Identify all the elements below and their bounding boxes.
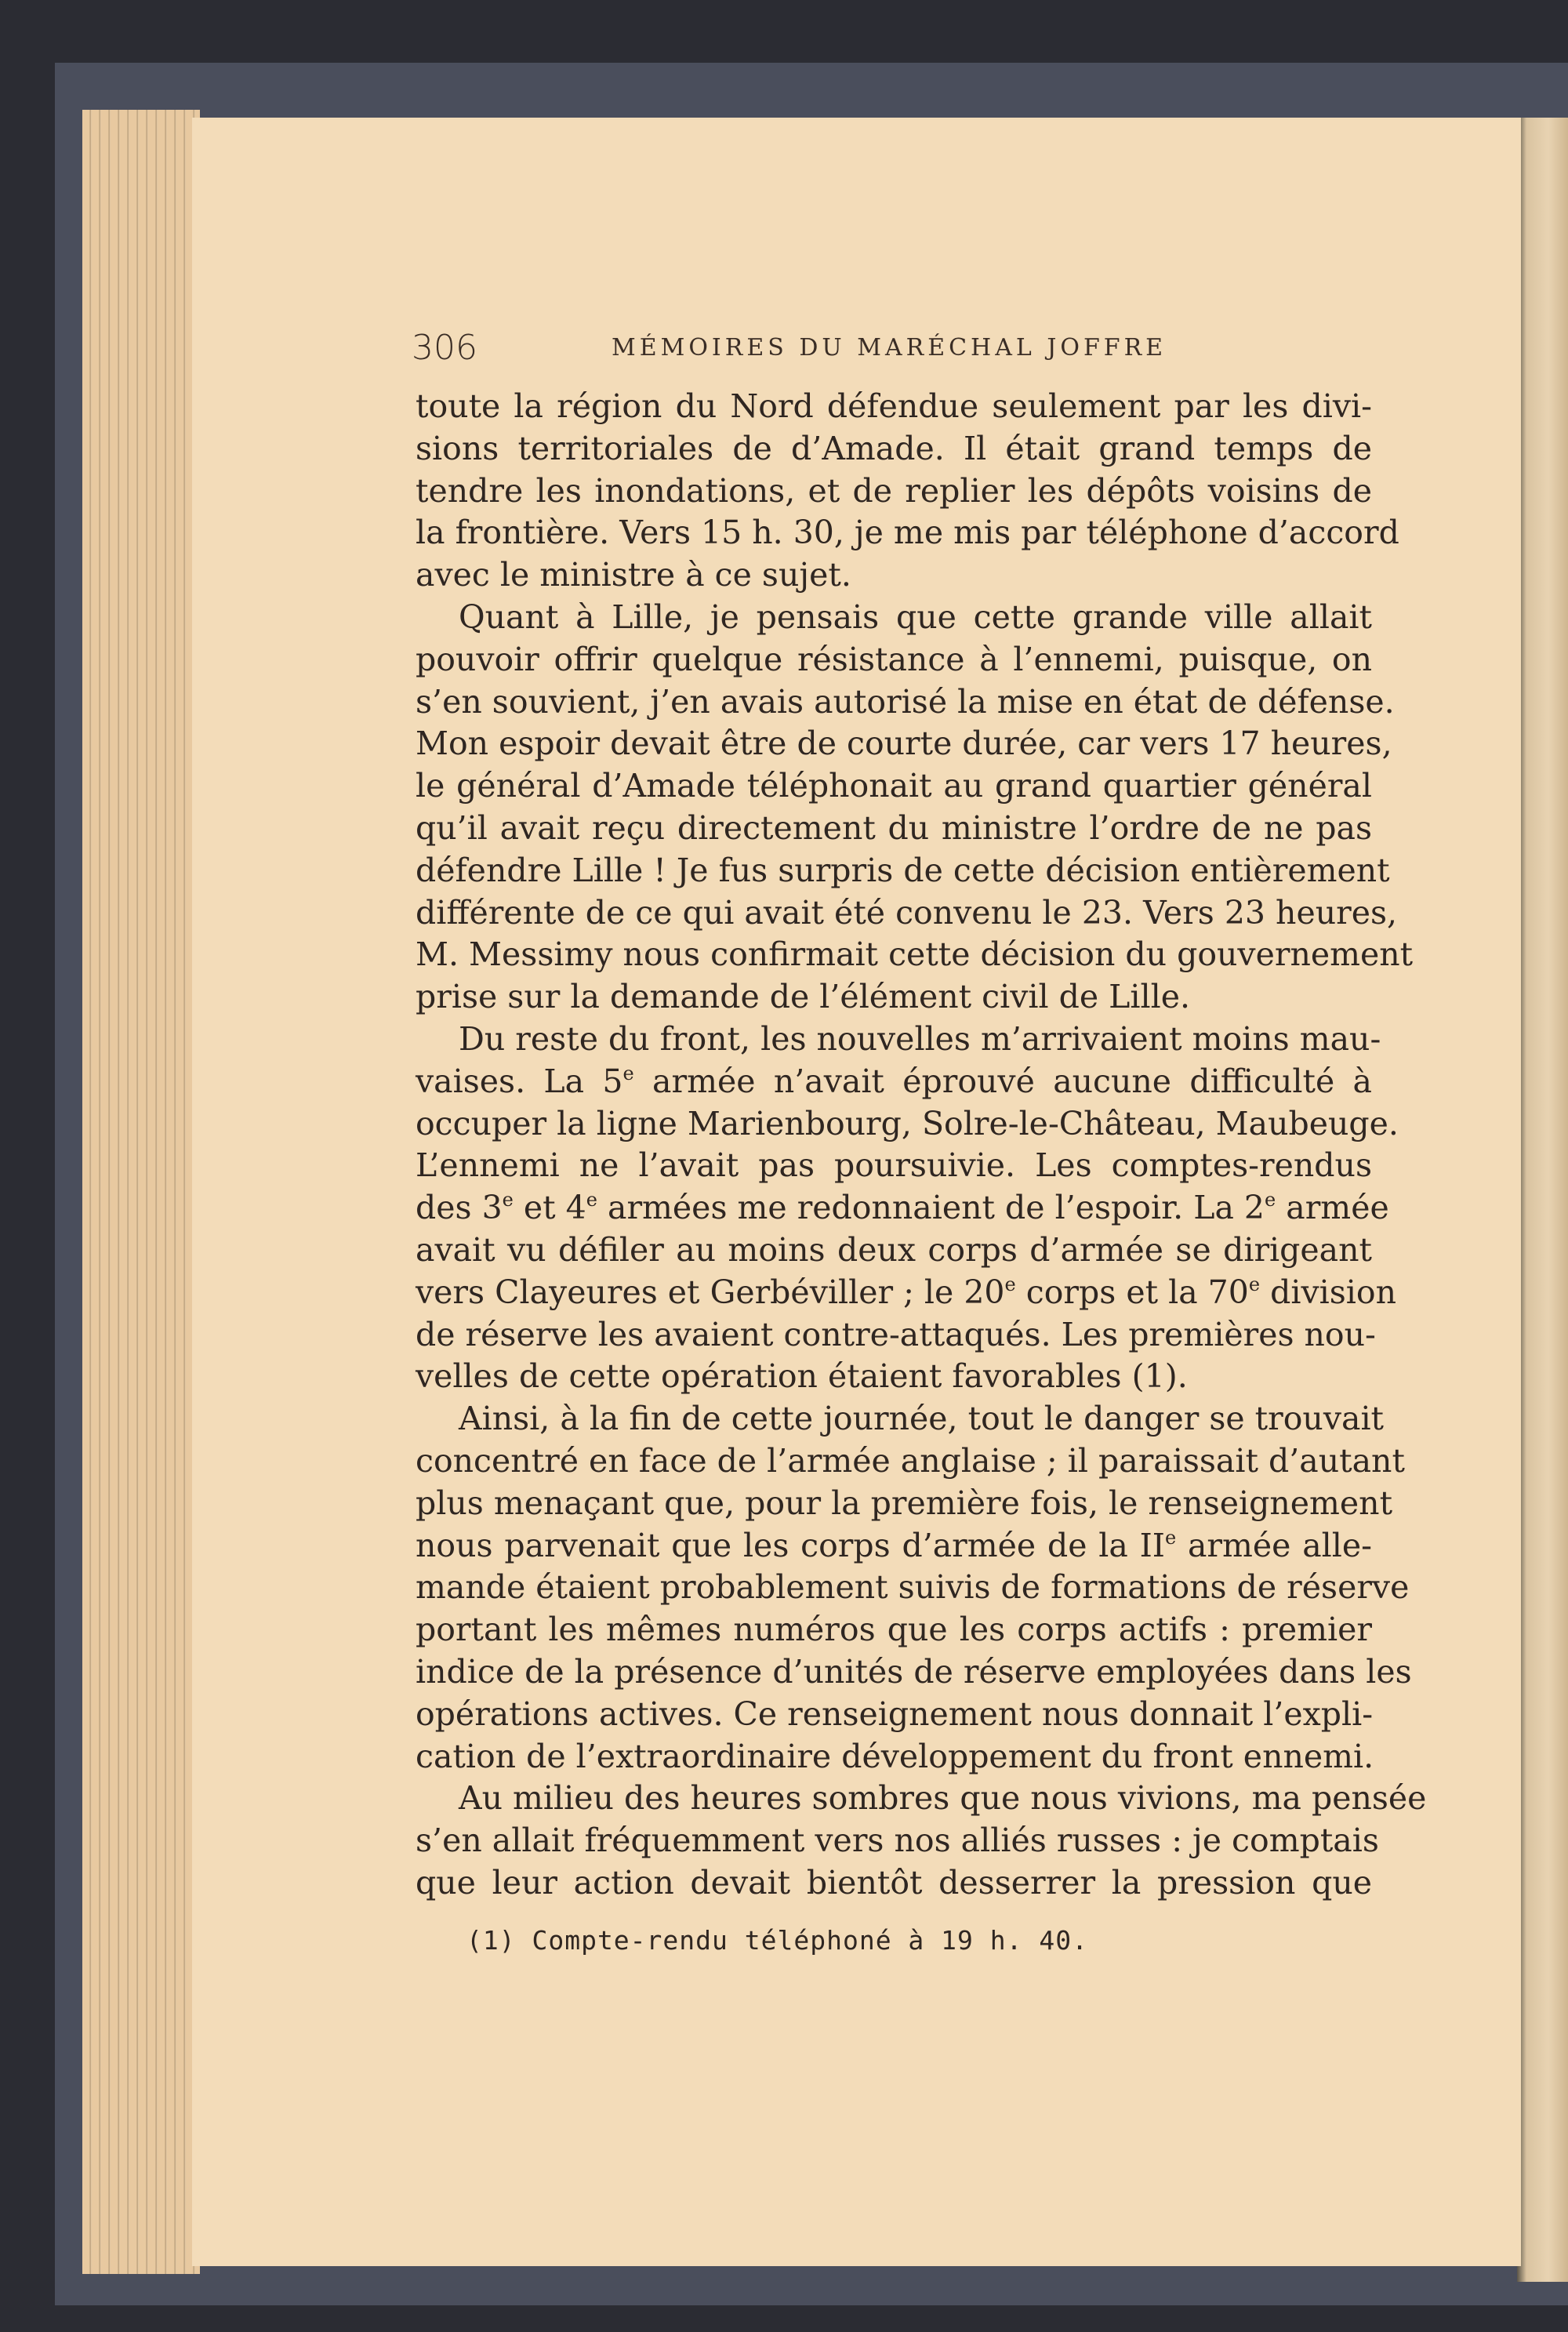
text-segment: armée n’avait éprouvé aucune difficulté à — [633, 1062, 1372, 1100]
text-segment: nous parvenait que les corps d’armée de la II — [416, 1526, 1165, 1564]
text-line: concentré en face de l’armée anglaise ; il paraissait d’autant — [416, 1441, 1405, 1480]
superscript: e — [622, 1062, 634, 1084]
text-line: tendre les inondations, et de replier les dépôts voisins de — [416, 471, 1372, 510]
text-segment: vaises. La 5 — [416, 1062, 623, 1100]
text-segment: des 3 — [416, 1189, 503, 1227]
text-line: défendre Lille ! Je fus surpris de cette décision entièrement — [416, 851, 1390, 889]
text-line: occuper la ligne Marienbourg, Solre-le-Château, Maubeuge. — [416, 1104, 1399, 1142]
text-segment: division — [1260, 1273, 1396, 1311]
text-line: Mon espoir devait être de courte durée, car vers 17 heures, — [416, 725, 1392, 763]
text-segment: armée — [1276, 1189, 1389, 1227]
text-line: opérations actives. Ce renseignement nous donnait l’expli- — [416, 1695, 1374, 1733]
text-line: Ainsi, à la fin de cette journée, tout le danger se trouvait — [459, 1400, 1385, 1438]
superscript: e — [1265, 1189, 1276, 1211]
text-line: indice de la présence d’unités de réserve employées dans les — [416, 1652, 1412, 1691]
page-number: 306 — [412, 328, 477, 368]
book-gutter — [1517, 118, 1568, 2282]
text-line: prise sur la demande de l’élément civil de Lille. — [416, 978, 1191, 1016]
text-line: s’en allait fréquemment vers nos alliés russes : je comptais — [416, 1822, 1379, 1860]
text-line: Au milieu des heures sombres que nous vivions, ma pensée — [459, 1779, 1427, 1818]
superscript: e — [1165, 1526, 1177, 1549]
text-line: sions territoriales de d’Amade. Il était grand temps de — [416, 429, 1372, 467]
superscript: e — [502, 1189, 514, 1211]
text-line: la frontière. Vers 15 h. 30, je me mis par téléphone d’accord — [416, 514, 1399, 552]
text-segment: vers Clayeures et Gerbéviller ; le 20 — [416, 1273, 1005, 1311]
text-line: de réserve les avaient contre-attaqués. Les premières nou- — [416, 1315, 1376, 1353]
text-line: cation de l’extraordinaire développement du front ennemi. — [416, 1737, 1374, 1775]
text-line: pouvoir offrir quelque résistance à l’ennemi, puisque, on — [416, 640, 1372, 678]
footnote: (1) Compte-rendu téléphoné à 19 h. 40. — [466, 1925, 1088, 1956]
text-line — [416, 1525, 1372, 1567]
text-line — [416, 1272, 1396, 1314]
text-line: Du reste du front, les nouvelles m’arrivaient moins mau- — [459, 1019, 1381, 1058]
superscript: e — [586, 1189, 597, 1211]
text-line — [416, 1187, 1389, 1230]
text-line: portant les mêmes numéros que les corps actifs : premier — [416, 1611, 1372, 1649]
text-line: Quant à Lille, je pensais que cette grande ville allait — [459, 598, 1372, 636]
text-line: que leur action devait bientôt desserrer la pression que — [416, 1863, 1372, 1902]
text-line: différente de ce qui avait été convenu le 23. Vers 23 heures, — [416, 893, 1398, 932]
text-segment: et 4 — [513, 1189, 586, 1227]
text-line: s’en souvient, j’en avais autorisé la mise en état de défense. — [416, 682, 1395, 721]
page-edges — [82, 110, 200, 2274]
text-segment: corps et la 70 — [1015, 1273, 1249, 1311]
text-line: qu’il avait reçu directement du ministre l’ordre de ne pas — [416, 808, 1372, 847]
running-head: MÉMOIRES DU MARÉCHAL JOFFRE — [612, 334, 1167, 361]
text-segment: armée alle- — [1176, 1526, 1373, 1564]
text-line: toute la région du Nord défendue seulement par les divi- — [416, 387, 1372, 425]
page-header — [412, 325, 1384, 372]
text-line: mande étaient probablement suivis de formations de réserve — [416, 1568, 1410, 1607]
text-line: velles de cette opération étaient favorables (1). — [416, 1357, 1188, 1396]
body-text — [416, 386, 1427, 1905]
superscript: e — [1248, 1273, 1261, 1295]
text-line: M. Messimy nous confirmait cette décision du gouvernement — [416, 935, 1414, 974]
text-line: L’ennemi ne l’avait pas poursuivie. Les comptes-rendus — [416, 1146, 1372, 1185]
text-line: plus menaçant que, pour la première fois, le renseignement — [416, 1484, 1393, 1522]
superscript: e — [1004, 1273, 1016, 1295]
text-line — [416, 1061, 1372, 1103]
text-line: le général d’Amade téléphonait au grand quartier général — [416, 767, 1372, 805]
text-line: avait vu défiler au moins deux corps d’armée se dirigeant — [416, 1230, 1372, 1269]
text-line: avec le ministre à ce sujet. — [416, 556, 851, 594]
text-segment: armées me redonnaient de l’espoir. La 2 — [597, 1189, 1265, 1227]
